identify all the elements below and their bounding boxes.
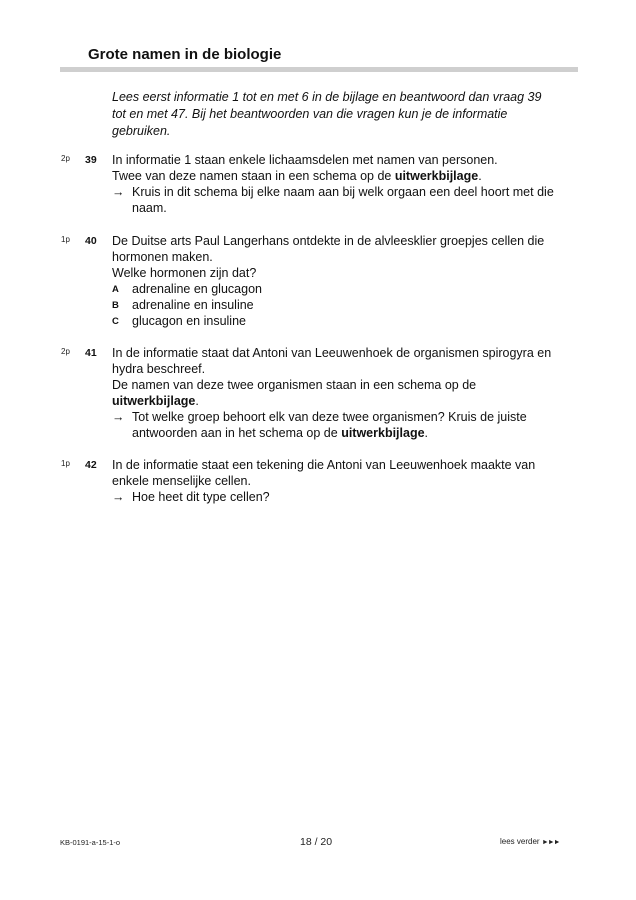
question-text bbox=[112, 377, 562, 409]
continue-label: lees verder bbox=[500, 837, 540, 846]
instruction bbox=[112, 489, 562, 505]
option-c[interactable] bbox=[112, 313, 562, 329]
bold-term: uitwerkbijlage bbox=[112, 394, 196, 408]
question-body bbox=[112, 233, 562, 329]
text-segment: Twee van deze namen staan in een schema op de bbox=[112, 169, 395, 183]
instruction bbox=[112, 409, 562, 441]
arrow-right-icon: → bbox=[112, 490, 125, 504]
question-prompt: Welke hormonen zijn dat? bbox=[112, 266, 257, 280]
intro-text: Lees eerst informatie 1 tot en met 6 in de bijlage en beantwoord dan vraag 39 tot en met 47. Bij het beantwoorden van die vragen kun je de informatie gebruiken. bbox=[112, 90, 542, 138]
instruction-text: Hoe heet dit type cellen? bbox=[132, 490, 270, 504]
question-text: In de informatie staat een tekening die Antoni van Leeuwenhoek maakte van enkele menselijke cellen. bbox=[112, 458, 536, 488]
arrow-right-icon: → bbox=[112, 410, 125, 424]
option-text: adrenaline en glucagon bbox=[132, 282, 262, 296]
question-text: De Duitse arts Paul Langerhans ontdekte in de alvleesklier groepjes cellen die hormonen maken. bbox=[112, 234, 545, 264]
triangle-right-icon: ►►► bbox=[541, 839, 560, 846]
exam-code: KB-0191-a-15-1-o bbox=[60, 838, 121, 847]
text-segment: . bbox=[424, 426, 429, 440]
question-points: 1p bbox=[61, 235, 70, 244]
option-text: adrenaline en insuline bbox=[132, 298, 254, 312]
option-b[interactable] bbox=[112, 297, 562, 313]
header-divider bbox=[60, 67, 578, 72]
continue-indicator bbox=[500, 837, 560, 846]
option-letter: A bbox=[112, 284, 119, 295]
question-number: 41 bbox=[85, 347, 97, 359]
question-body bbox=[112, 457, 562, 505]
instruction-text: Kruis in dit schema bij elke naam aan bij welk orgaan een deel hoort met die naam. bbox=[132, 185, 554, 215]
bold-term: uitwerkbijlage bbox=[341, 426, 425, 440]
question-points: 2p bbox=[61, 347, 70, 356]
option-text: glucagon en insuline bbox=[132, 314, 246, 328]
question-text: In informatie 1 staan enkele lichaamsdelen met namen van personen. bbox=[112, 153, 498, 167]
question-body bbox=[112, 152, 562, 216]
option-a[interactable] bbox=[112, 281, 562, 297]
option-letter: C bbox=[112, 316, 119, 327]
question-number: 39 bbox=[85, 154, 97, 166]
question-number: 40 bbox=[85, 235, 97, 247]
text-segment: De namen van deze twee organismen staan in een schema op de bbox=[112, 378, 477, 392]
option-letter: B bbox=[112, 300, 119, 311]
text-segment: . bbox=[478, 169, 482, 183]
question-text: In de informatie staat dat Antoni van Leeuwenhoek de organismen spirogyra en hydra beschreef. bbox=[112, 346, 552, 376]
question-points: 1p bbox=[61, 459, 70, 468]
question-body bbox=[112, 345, 562, 441]
page-title: Grote namen in de biologie bbox=[88, 46, 282, 63]
text-segment: . bbox=[195, 394, 199, 408]
question-text bbox=[112, 168, 562, 184]
question-points: 2p bbox=[61, 154, 70, 163]
arrow-right-icon: → bbox=[112, 185, 125, 199]
page-number: 18 / 20 bbox=[300, 836, 333, 848]
instruction-text: Tot welke groep behoort elk van deze twee organismen? Kruis de juiste antwoorden aan in het schema op de bbox=[132, 410, 527, 440]
instruction bbox=[112, 184, 562, 216]
question-number: 42 bbox=[85, 459, 97, 471]
bold-term: uitwerkbijlage bbox=[394, 169, 479, 183]
